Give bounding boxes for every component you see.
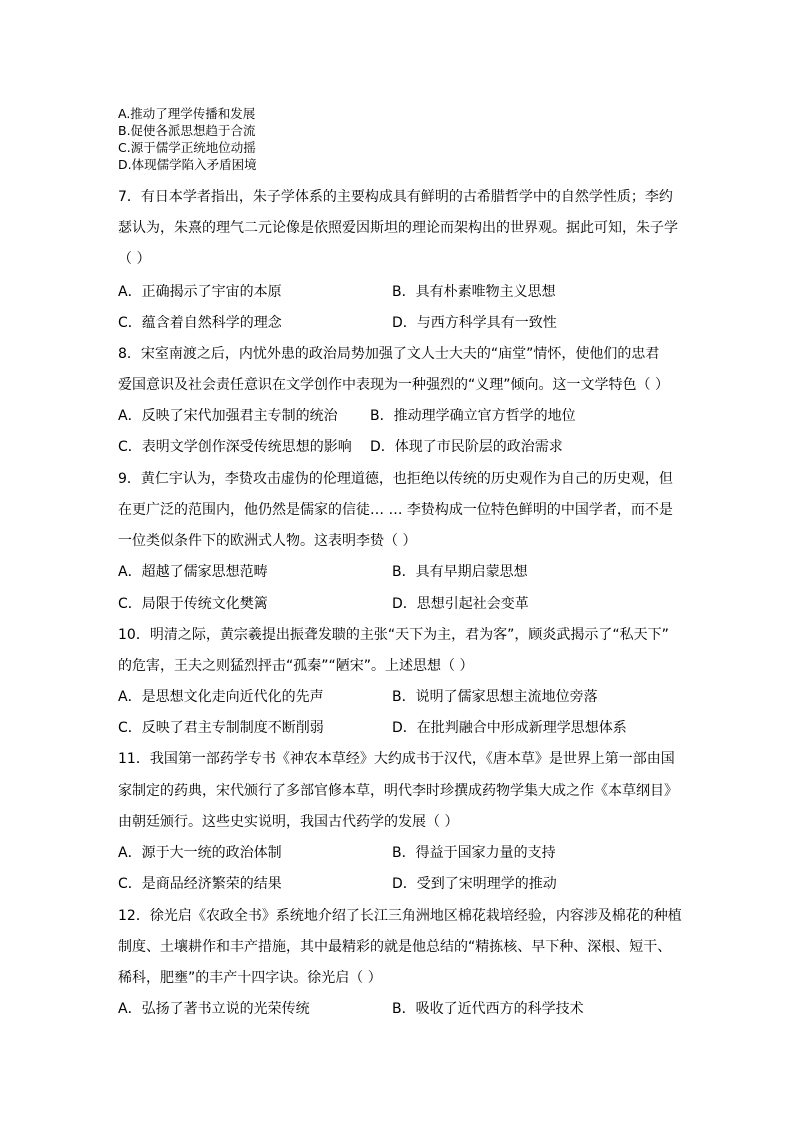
question-12-option-b: B．吸收了近代西方的科学技术 (392, 1001, 584, 1017)
question-9-option-d: D．思想引起社会变革 (392, 596, 529, 612)
question-10-line-1: 10．明清之际，黄宗羲提出振聋发聩的主张“天下为主，君为客”，顾炎武揭示了“私天下” (118, 627, 669, 643)
question-11-line-2: 家制定的药典，宋代颁行了多部官修本草，明代李时珍撰成药物学集大成之作《本草纲目》 (118, 783, 678, 799)
question-9-option-b: B．具有早期启蒙思想 (392, 564, 528, 580)
question-11-option-a: A．源于大一统的政治体制 (118, 845, 282, 861)
question-11-option-b: B．得益于国家力量的支持 (392, 845, 556, 861)
question-10-option-d: D．在批判融合中形成新理学思想体系 (392, 720, 627, 736)
question-7-option-d: D．与西方科学具有一致性 (392, 315, 557, 331)
prev-option-c: C.源于儒学正统地位动摇 (118, 140, 256, 155)
previous-question-options (118, 105, 257, 173)
question-9-line-3: 一位类似条件下的欧洲式人物。这表明李贽（ ） (118, 533, 417, 549)
prev-option-b: B.促使各派思想趋于合流 (118, 123, 256, 138)
question-11-option-d: D．受到了宋明理学的推动 (392, 876, 557, 892)
question-12-line-1: 12．徐光启《农政全书》系统地介绍了长江三角洲地区棉花栽培经验，内容涉及棉花的种植 (118, 908, 682, 924)
question-8-option-a: A．反映了宋代加强君主专制的统治 (118, 408, 338, 424)
question-11-option-c: C．是商品经济繁荣的结果 (118, 876, 282, 892)
question-7-option-b: B．具有朴素唯物主义思想 (392, 284, 556, 300)
question-9-option-a: A．超越了儒家思想范畴 (118, 564, 268, 580)
question-7-option-c: C．蕴含着自然科学的理念 (118, 315, 282, 331)
question-11-line-1: 11．我国第一部药学专书《神农本草经》大约成书于汉代，《唐本草》是世界上第一部由国 (118, 751, 675, 767)
question-10-line-2: 的危害，王夫之则猛烈抨击“孤秦”“陋宋”。上述思想（ ） (118, 658, 474, 674)
question-9-option-c: C．局限于传统文化樊篱 (118, 596, 268, 612)
question-11-line-3: 由朝廷颁行。这些史实说明，我国古代药学的发展（ ） (118, 814, 459, 830)
question-8-option-b: B．推动理学确立官方哲学的地位 (370, 408, 576, 424)
question-12-line-2: 制度、土壤耕作和丰产措施，其中最精彩的就是他总结的“精拣核、早下种、深根、短干、 (118, 939, 672, 955)
question-12-option-a: A．弘扬了著书立说的光荣传统 (118, 1001, 310, 1017)
question-8-option-c: C．表明文学创作深受传统思想的影响 (118, 439, 352, 455)
question-10-option-b: B．说明了儒家思想主流地位旁落 (392, 689, 598, 705)
question-12-line-3: 稀科，肥壅”的丰产十四字诀。徐光启（ ） (118, 970, 382, 986)
question-7-line-2: 瑟认为，朱熹的理气二元论像是依照爱因斯坦的理论而架构出的世界观。据此可知，朱子学 (118, 220, 678, 236)
question-9-line-2: 在更广泛的范围内，他仍然是儒家的信徒… … 李贽构成一位特色鲜明的中国学者，而不是 (118, 502, 673, 518)
question-8-line-2: 爱国意识及社会责任意识在文学创作中表现为一种强烈的“义理”倾向。这一文学特色（ ） (118, 377, 669, 393)
question-9-line-1: 9．黄仁宇认为，李贽攻击虚伪的伦理道德，也拒绝以传统的历史观作为自己的历史观，但 (118, 471, 673, 487)
prev-option-d: D.体现儒学陷入矛盾困境 (118, 157, 257, 172)
question-8-option-d: D．体现了市民阶层的政治需求 (370, 439, 563, 455)
question-10-option-a: A．是思想文化走向近代化的先声 (118, 689, 324, 705)
question-7-line-3: （ ） (118, 251, 151, 267)
question-7-option-a: A．正确揭示了宇宙的本原 (118, 284, 282, 300)
question-10-option-c: C．反映了君主专制制度不断削弱 (118, 720, 324, 736)
question-7-line-1: 7．有日本学者指出，朱子学体系的主要构成具有鲜明的古希腊哲学中的自然学性质；李约 (118, 189, 673, 205)
prev-option-a: A.推动了理学传播和发展 (118, 106, 256, 121)
question-8-line-1: 8．宋室南渡之后，内忧外患的政治局势加强了文人士大夫的“庙堂”情怀，使他们的忠君 (118, 346, 660, 362)
